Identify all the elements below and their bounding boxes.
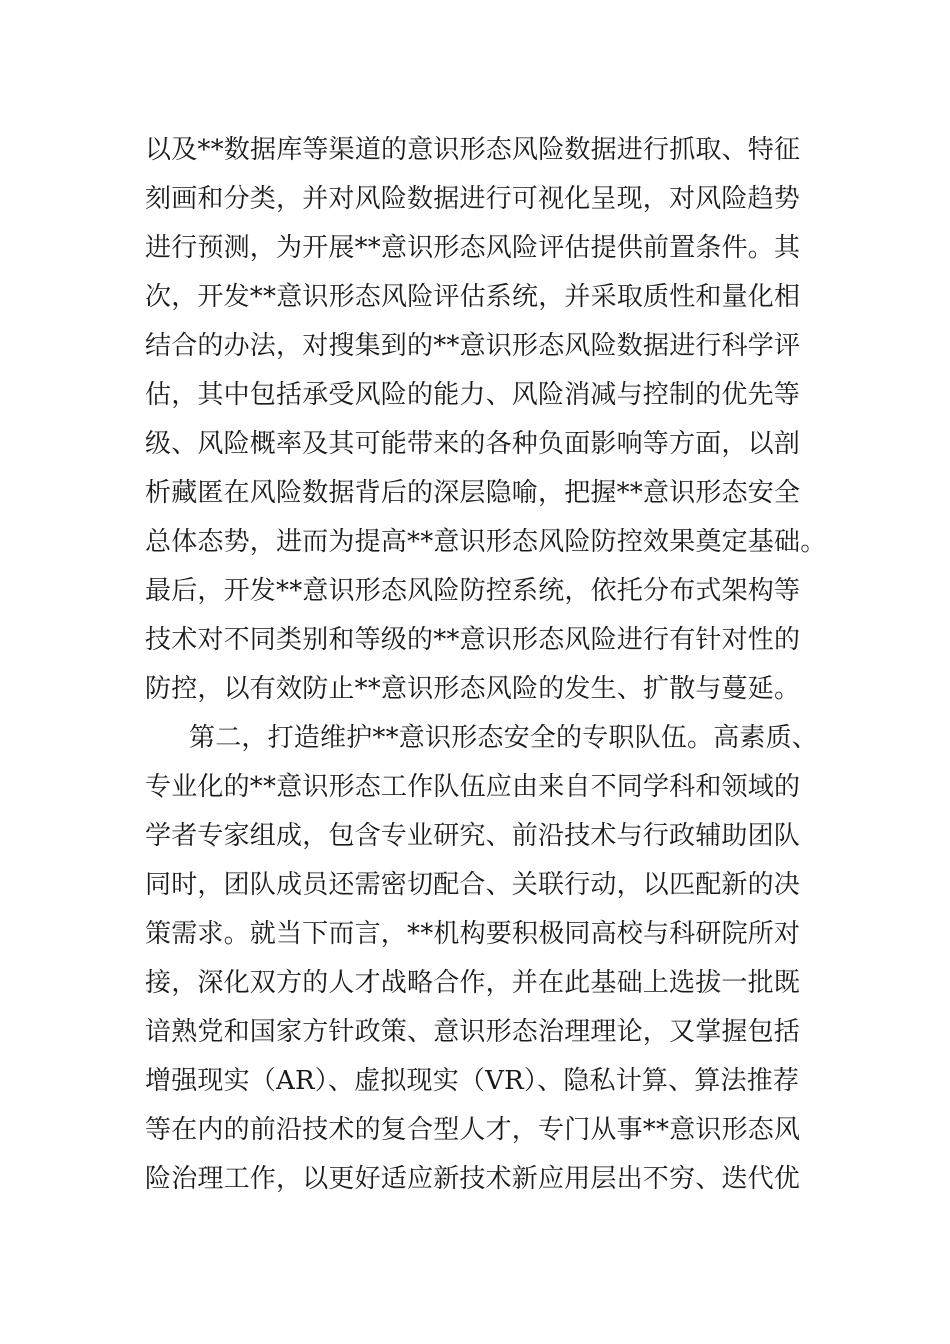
text-line: 最后，开发**意识形态风险防控系统，依托分布式架构等 [145, 576, 801, 606]
text-line: 专业化的**意识形态工作队伍应由来自不同学科和领域的 [145, 772, 801, 802]
text-line: 险治理工作，以更好适应新技术新应用层出不穷、迭代优 [145, 1164, 801, 1194]
text-line: 结合的办法，对搜集到的**意识形态风险数据进行科学评 [145, 331, 801, 361]
text-line: 学者专家组成，包含专业研究、前沿技术与行政辅助团队 [145, 821, 801, 851]
text-line: 同时，团队成员还需密切配合、关联行动，以匹配新的决 [145, 870, 801, 900]
text-line: 级、风险概率及其可能带来的各种负面影响等方面，以剖 [145, 429, 801, 459]
text-line: 估，其中包括承受风险的能力、风险消减与控制的优先等 [145, 380, 801, 410]
paragraph-start-line: 第二，打造维护**意识形态安全的专职队伍。高素质、 [189, 723, 819, 753]
text-line: 谙熟党和国家方针政策、意识形态治理理论，又掌握包括 [145, 1017, 801, 1047]
text-line: 总体态势，进而为提高**意识形态风险防控效果奠定基础。 [145, 527, 827, 557]
text-line: 等在内的前沿技术的复合型人才，专门从事**意识形态风 [145, 1115, 801, 1145]
text-line: 技术对不同类别和等级的**意识形态风险进行有针对性的 [145, 625, 801, 655]
text-line: 接，深化双方的人才战略合作，并在此基础上选拔一批既 [145, 968, 801, 998]
text-line: 以及**数据库等渠道的意识形态风险数据进行抓取、特征 [145, 135, 801, 165]
text-line: 增强现实（AR）、虚拟现实（VR）、隐私计算、算法推荐 [145, 1066, 800, 1096]
text-line: 防控，以有效防止**意识形态风险的发生、扩散与蔓延。 [145, 674, 801, 704]
text-line: 策需求。就当下而言，**机构要积极同高校与科研院所对 [145, 919, 801, 949]
text-line: 次，开发**意识形态风险评估系统，并采取质性和量化相 [145, 282, 801, 312]
text-line: 进行预测，为开展**意识形态风险评估提供前置条件。其 [145, 233, 801, 263]
body-text [145, 126, 845, 1204]
text-line: 析藏匿在风险数据背后的深层隐喻，把握**意识形态安全 [145, 478, 801, 508]
text-line: 刻画和分类，并对风险数据进行可视化呈现，对风险趋势 [145, 184, 801, 214]
